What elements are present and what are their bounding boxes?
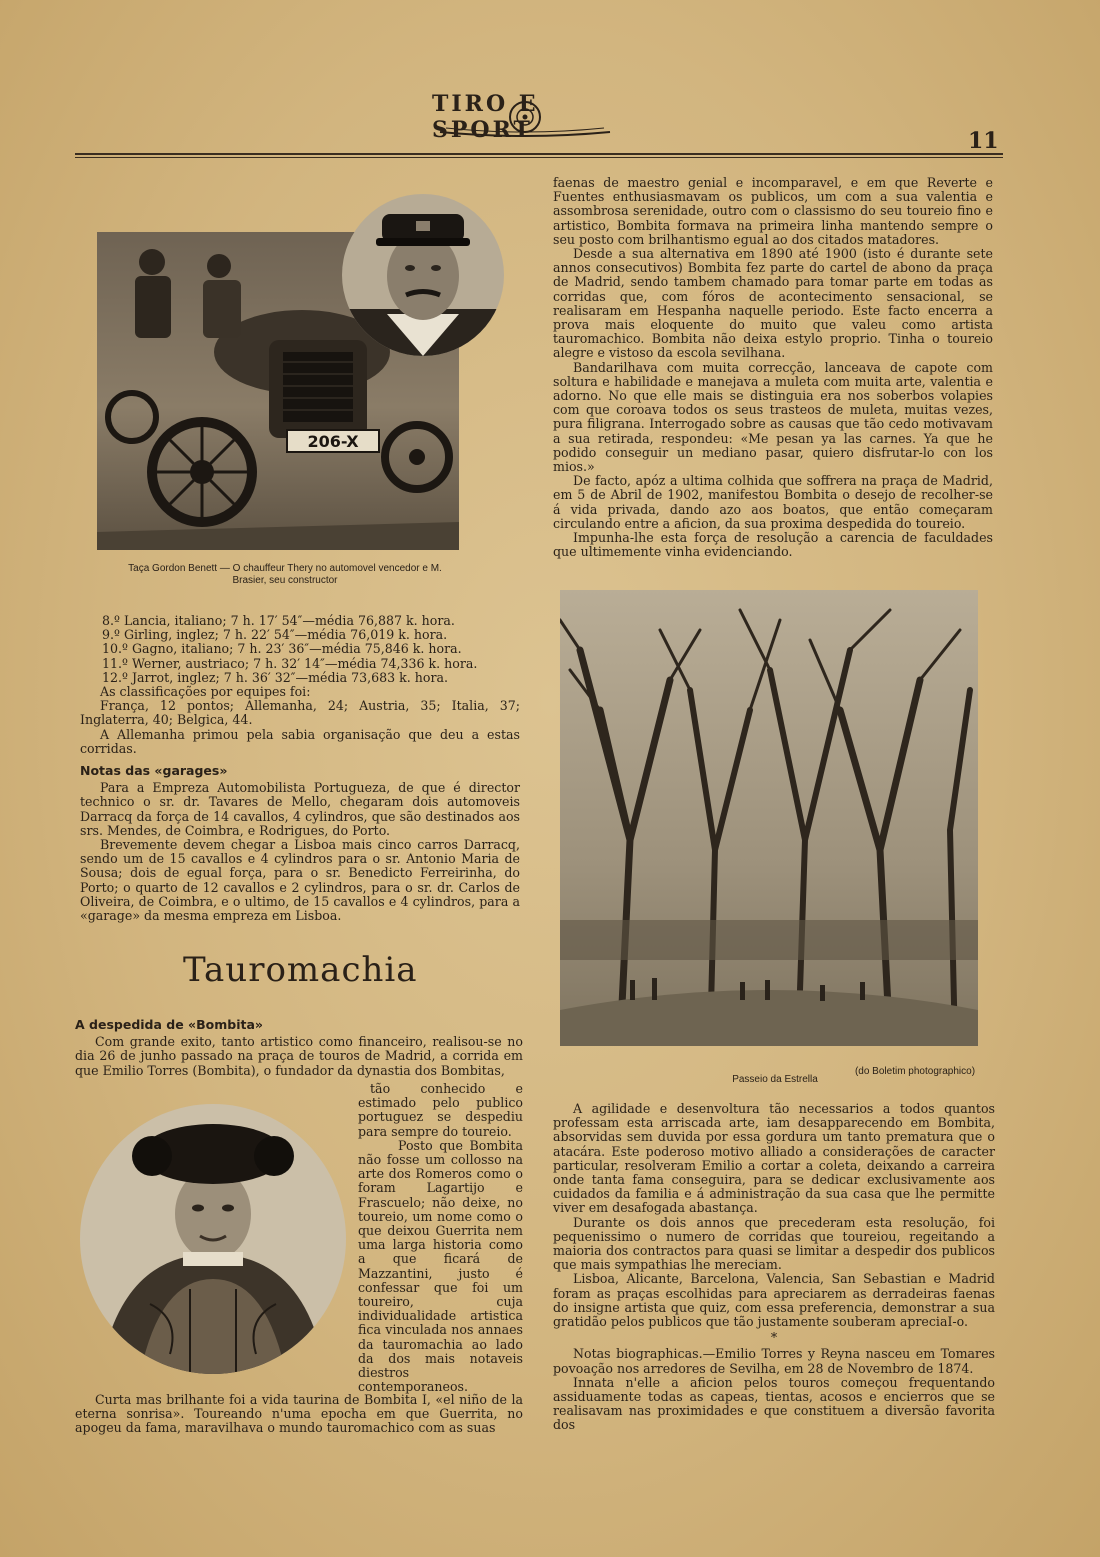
results-column: [80, 614, 520, 923]
header-rule: [75, 153, 1003, 155]
garages-paragraph-2: Brevemente devem chegar a Lisboa mais cinco carros Darracq, sendo um de 15 cavallos e 4 cylindros para o sr. Antonio Maria de Sousa; dois de egual força, para o sr. Benedicto Ferreirinha, do Porto; o quarto de 12 cavallos e 2 cylindros, para o sr. dr. Carlos de Oliveira, de Coimbra, e o ultimo, de 15 cavallos e 4 cylindros, para a «garage» da mesma empreza em Lisboa.: [80, 837, 520, 924]
bombita-intro-column: [75, 1018, 523, 1078]
section-title-tauromachia: Tauromachia: [183, 950, 418, 990]
right-paragraph-4: De facto, apóz a ultima colhida que soffrera na praça de Madrid, em 5 de Abril de 1902, manifestou Bombita o desejo de recolher-se á vida privada, dando azo aos boatos, que então começaram circulando entre a aficion, da sua proxima despedida do toureio.: [553, 473, 993, 531]
equipes-standings: França, 12 pontos; Allemanha, 24; Austria, 35; Italia, 37; Inglaterra, 40; Belgica, 44.: [80, 698, 520, 728]
license-plate: 206-X: [307, 432, 359, 451]
park-photo: [560, 590, 978, 1046]
right-paragraph-6: A agilidade e desenvoltura tão necessarios a todos quantos professam esta arriscada arte, iam desapparecendo em Bombita, absorvidas sem duvida por essa gordura um tanto prematura que o atacára. Este poderoso motivo alliado a considerações de caracter particular, resolveram Emilio a cortar a coleta, deixando a carreira onde tanta fama conseguira, para se dedicar exclusivamente aos cuidados da familia e á administração da sua casa que lhe permitte viver em desafogada abastança.: [553, 1101, 995, 1216]
bombita-heading: A despedida de «Bombita»: [75, 1017, 263, 1032]
right-paragraph-1: faenas de maestro genial e incomparavel, e em que Reverte e Fuentes enthusiasmavam os publicos, um com a sua valentia e assombrosa serenidade, outro com o classismo do seu toureio fino e artistico, Bombita formava na primeira linha mantendo sempre o seu posto com brilhantismo egual ao dos citados matadores.: [553, 175, 993, 247]
bombita-paragraph-1: Com grande exito, tanto artistico como financeiro, realisou-se no dia 26 de junho passado na praça de touros de Madrid, a corrida em que Emilio Torres (Bombita), o fundador da dynastia dos Bombitas,: [75, 1034, 523, 1078]
right-paragraph-8: Lisboa, Alicante, Barcelona, Valencia, San Sebastian e Madrid foram as praças escolhidas para apreciarem as derradeiras faenas do insigne artista que quiz, com essa preferencia, demonstrar a sua gratidão pelos publicos que tão justamente souberam apreciaI-o.: [553, 1271, 995, 1330]
result-line-8: 8.º Lancia, italiano; 7 h. 17′ 54″—média 76,887 k. hora.: [102, 613, 455, 628]
page-number: 11: [968, 128, 999, 154]
bombita-closing-column: [75, 1393, 523, 1436]
result-line-10: 10.º Gagno, italiano; 7 h. 23′ 36″—média 75,846 k. hora.: [102, 641, 462, 657]
masthead-title: TIRO E SPORT: [432, 91, 539, 143]
right-paragraph-10: Innata n'elle a aficion pelos touros começou frequentando assiduamente todas as capeas, tientas, acosos e encierros que se realisavam nas proximidades e que constituem a diversão favorita dos: [553, 1374, 995, 1433]
right-paragraph-2: Desde a sua alternativa em 1890 até 1900 (isto é durante sete annos consecutivos) Bombita fez parte do cartel de abono da praça de Madrid, sendo tambem chamado para tomar parte em todas as corridas que, com fóros de acontecimento sensacional, se realisaram em Hespanha naquelle periodo. Este facto encerra a prova mais eloquente do muito que valeu como artista tauromachico. Bombita não deixa estylo proprio. Tinha o toureio alegre e vistoso da escola sevilhana.: [553, 246, 993, 361]
masthead-logo: [432, 92, 618, 142]
wrap-paragraph-2: Posto que Bombita não fosse um collosso na arte dos Romeros como o foram Lagartijo e Frascuelo; não deixe, no toureio, um nome como o que deixou Guerrita nem uma larga historia como a que ficará de Mazzantini, justo é confessar que foi um toureiro, cuja individualidade artistica fica vinculada nos annaes da tauromachia ao lado da dos mais notaveis diestros contemporaneos.: [358, 1137, 523, 1395]
car-photo-caption: Taça Gordon Benett — O chauffeur Thery no automovel vencedor e M. Brasier, seu constructor: [128, 563, 442, 586]
result-line-11: 11.º Werner, austriaco; 7 h. 32′ 14″—média 74,336 k. hora.: [102, 655, 478, 671]
result-line-9: 9.º Girling, inglez; 7 h. 22′ 54″—média 76,019 k. hora.: [102, 627, 448, 643]
equipes-intro: As classificações por equipes foi:: [100, 684, 311, 700]
park-photo-caption: Passeio da Estrella: [732, 1074, 818, 1085]
right-paragraph-3: Bandarilhava com muita correcção, lanceava de capote com soltura e habilidade e manejava a muleta com muita arte, valentia e adorno. No que elle mais se distinguia era nos soberbos volapies com que coroava todos os seus trasteos de muleta, muitas vezes, pura filigrana. Interrogado sobre as causas que tão cedo motivavam a sua retirada, respondeu: «Me pesan ya las carnes. Ya que he podido conseguir un mediano pasar, quiero disfrutar-lo con los mios.»: [553, 359, 993, 475]
right-paragraph-7: Durante os dois annos que precederam esta resolução, foi pequenissimo o numero de corridas que toureiou, regeitando a maioria dos contractos para quasi se limitar a despedir dos publicos que mais sympathias lhe mereciam.: [553, 1214, 995, 1273]
park-photo-credit: (do Boletim photographico): [854, 1066, 976, 1077]
allemanha-note: A Allemanha primou pela sabia organisação que deu a estas corridas.: [80, 726, 520, 756]
bombita-wrap-column: [358, 1082, 523, 1394]
right-column-bottom: [553, 1102, 995, 1433]
wrap-paragraph-1: tão conhecido e estimado pelo publico portuguez se despediu para sempre do toureio.: [358, 1081, 523, 1139]
right-paragraph-5: Impunha-lhe esta força de resolução a carencia de faculdades que ultimemente vinha evidenciando.: [553, 530, 993, 560]
header-rule-thin: [75, 157, 1003, 158]
right-paragraph-9: Notas biographicas.—Emilio Torres y Reyna nasceu em Tomares povoação nos arredores de Sevilha, em 28 de Novembro de 1874.: [553, 1346, 995, 1376]
section-separator-star: *: [770, 1330, 778, 1346]
bombita-paragraph-3: Curta mas brilhante foi a vida taurina de Bombita I, «el niño de la eterna sonrisa». Toureando n'uma epocha em que Guerrita, no apogeu da fama, maravilhava o mundo tauromachico com as suas: [75, 1392, 523, 1436]
bombita-portrait: [80, 1104, 346, 1374]
garages-heading: Notas das «garages»: [80, 763, 228, 779]
result-line-12: 12.º Jarrot, inglez; 7 h. 36′ 32″—média 73,683 k. hora.: [102, 669, 449, 685]
garages-paragraph-1: Para a Empreza Automobilista Portugueza, de que é director technico o sr. dr. Tavares de Mello, chegaram dois automoveis Darracq da força de 14 cavallos, 4 cylindros, que são destinados aos srs. Mendes, de Coimbra, e Rodrigues, do Porto.: [80, 780, 520, 838]
right-column-top: [553, 176, 993, 559]
chauffeur-portrait: [342, 194, 504, 356]
